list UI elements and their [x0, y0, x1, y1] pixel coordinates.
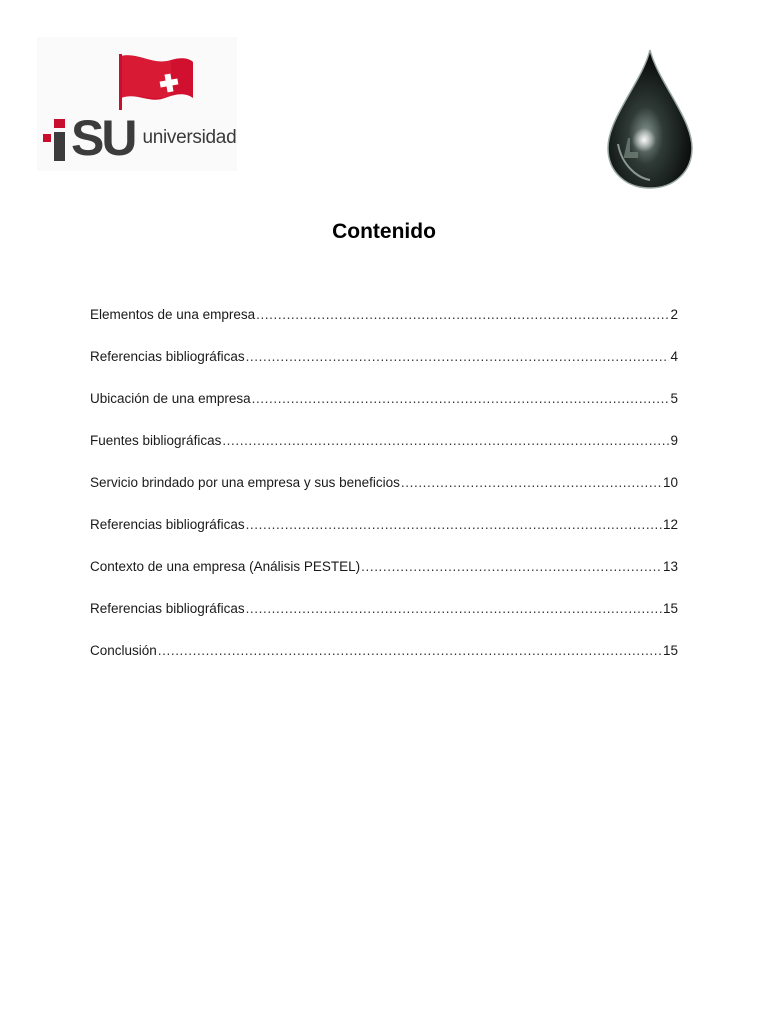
toc-entry-text: Servicio brindado por una empresa y sus beneficios: [90, 475, 400, 490]
toc-entry-text: Fuentes bibliográficas: [90, 433, 222, 448]
toc-entry-text: Ubicación de una empresa: [90, 391, 251, 406]
toc-entry[interactable]: [90, 391, 678, 433]
logo-su-text: SU: [71, 110, 135, 166]
swiss-flag-icon: [119, 52, 195, 110]
toc-dot-leader: [222, 433, 669, 448]
toc-entry[interactable]: [90, 433, 678, 475]
toc-page-number: 5: [670, 391, 678, 406]
toc-entry[interactable]: [90, 559, 678, 601]
oil-drop-icon: [604, 48, 696, 190]
toc-dot-leader: [158, 643, 662, 658]
toc-page-number: 13: [662, 559, 678, 574]
toc-page-number: 10: [662, 475, 678, 490]
toc-entry[interactable]: [90, 307, 678, 349]
toc-page-number: 15: [662, 643, 678, 658]
toc-dot-leader: [361, 559, 662, 574]
toc-page-number: 12: [662, 517, 678, 532]
toc-entry-text: Referencias bibliográficas: [90, 517, 245, 532]
logo-wordmark: [43, 110, 237, 166]
toc-entry-text: Contexto de una empresa (Análisis PESTEL): [90, 559, 361, 574]
page-title: Contenido: [332, 220, 436, 243]
toc-dot-leader: [246, 601, 662, 616]
toc-entry-text: Conclusión: [90, 643, 157, 658]
toc-page-number: 9: [670, 433, 678, 448]
toc-dot-leader: [246, 517, 662, 532]
toc-entry[interactable]: [90, 601, 678, 643]
toc-entry-text: Referencias bibliográficas: [90, 349, 245, 364]
toc-entry-text: Referencias bibliográficas: [90, 601, 245, 616]
toc-page-number: 2: [670, 307, 678, 322]
toc-dot-leader: [401, 475, 662, 490]
logo-i-icon: [43, 115, 71, 161]
toc-entry-text: Elementos de una empresa: [90, 307, 256, 322]
toc-entry[interactable]: [90, 349, 678, 391]
table-of-contents: [90, 307, 678, 685]
toc-dot-leader: [252, 391, 670, 406]
toc-entry[interactable]: [90, 643, 678, 685]
toc-entry[interactable]: [90, 517, 678, 559]
toc-page-number: 15: [662, 601, 678, 616]
toc-dot-leader: [256, 307, 669, 322]
toc-entry[interactable]: [90, 475, 678, 517]
logo-universidad-text: universidad: [142, 127, 237, 148]
isu-logo: [37, 37, 237, 171]
toc-dot-leader: [246, 349, 670, 364]
toc-page-number: 4: [670, 349, 678, 364]
